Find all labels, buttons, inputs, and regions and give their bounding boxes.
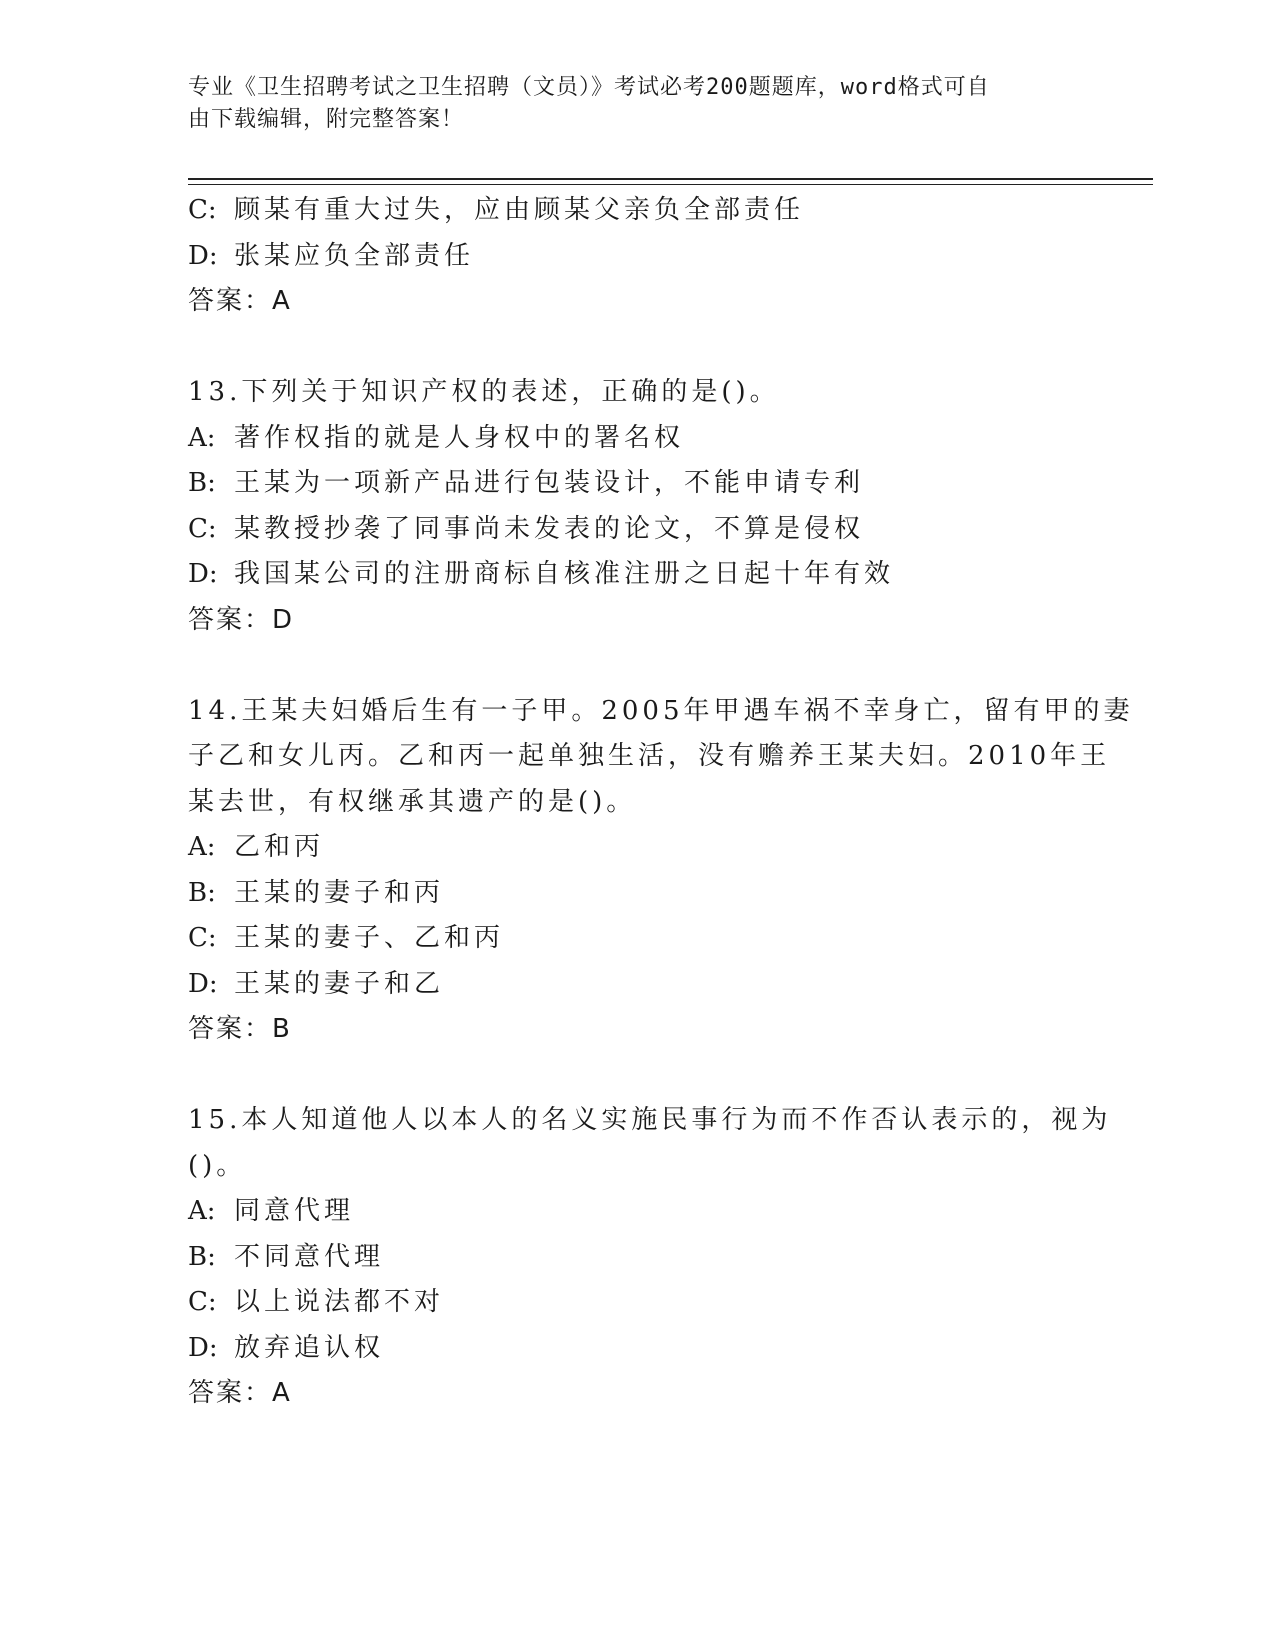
option-letter: A: (188, 1196, 216, 1226)
option-text: 不同意代理 (234, 1241, 385, 1272)
option-c (188, 507, 1088, 553)
option-letter: B: (188, 877, 216, 908)
option-text: 王某的妻子和丙 (234, 877, 445, 908)
option-text: 以上说法都不对 (234, 1287, 445, 1317)
option-letter: A: (188, 422, 216, 453)
option-text: 王某的妻子和乙 (234, 968, 445, 999)
option-text: 某教授抄袭了同事尚未发表的论文，不算是侵权 (234, 513, 865, 544)
option-letter: C: (188, 195, 217, 225)
header-divider-thick (188, 178, 1153, 180)
question-text: 13.下列关于知识产权的表述，正确的是()。 (188, 377, 780, 407)
option-c (188, 916, 1088, 962)
question-text-line-1: 15.本人知道他人以本人的名义实施民事行为而不作否认表示的，视为 (188, 1105, 1112, 1135)
option-letter: C: (188, 513, 217, 544)
answer-line: 答案：A (188, 286, 292, 316)
option-letter: D: (188, 968, 218, 999)
option-text: 放弃追认权 (234, 1332, 385, 1363)
question-text-line-2: 子乙和女儿丙。乙和丙一起单独生活，没有赡养王某夫妇。2010年王 (188, 741, 1111, 771)
option-letter: A: (188, 832, 216, 862)
question-text-line-2: ()。 (188, 1150, 247, 1181)
spacer (188, 643, 1088, 689)
option-d (188, 234, 1088, 280)
option-d (188, 1326, 1088, 1372)
option-text: 乙和丙 (234, 832, 325, 862)
option-text: 王某为一项新产品进行包装设计，不能申请专利 (234, 468, 865, 498)
question-content (188, 188, 1134, 1417)
option-letter: D: (188, 1332, 218, 1363)
spacer (188, 1053, 1088, 1099)
option-d (188, 962, 1088, 1008)
option-c (188, 188, 1088, 234)
option-b (188, 1235, 1088, 1281)
answer-line: 答案：A (188, 1378, 292, 1408)
document-header (188, 72, 1068, 136)
option-text: 王某的妻子、乙和丙 (234, 923, 505, 953)
option-text: 张某应负全部责任 (234, 240, 475, 271)
option-letter: C: (188, 1287, 217, 1317)
question-13 (188, 370, 1088, 643)
question-text-line-3: 某去世，有权继承其遗产的是()。 (188, 786, 637, 817)
option-b (188, 871, 1088, 917)
option-letter: D: (188, 559, 218, 589)
option-text: 同意代理 (234, 1196, 355, 1226)
option-text: 顾某有重大过失，应由顾某父亲负全部责任 (234, 195, 805, 225)
header-line-1: 专业《卫生招聘考试之卫生招聘（文员）》考试必考200题题库，word格式可自 (188, 75, 990, 100)
option-letter: B: (188, 468, 216, 498)
option-a (188, 825, 1088, 871)
question-14 (188, 689, 1134, 1053)
option-letter: D: (188, 240, 218, 271)
option-c (188, 1280, 1088, 1326)
option-b (188, 461, 1088, 507)
option-text: 著作权指的就是人身权中的署名权 (234, 422, 685, 453)
option-letter: C: (188, 923, 217, 953)
answer-line: 答案：D (188, 604, 295, 635)
option-a (188, 1189, 1088, 1235)
option-a (188, 416, 1088, 462)
question-12-tail (188, 188, 1088, 325)
spacer (188, 325, 1088, 371)
option-text: 我国某公司的注册商标自核准注册之日起十年有效 (234, 559, 895, 589)
option-letter: B: (188, 1241, 216, 1272)
question-15 (188, 1098, 1112, 1417)
option-d (188, 552, 1088, 598)
header-line-2: 由下载编辑，附完整答案！ (188, 107, 465, 132)
question-text-line-1: 14.王某夫妇婚后生有一子甲。2005年甲遇车祸不幸身亡，留有甲的妻 (188, 695, 1134, 726)
answer-line: 答案：B (188, 1014, 292, 1044)
header-divider-thin (188, 184, 1153, 185)
